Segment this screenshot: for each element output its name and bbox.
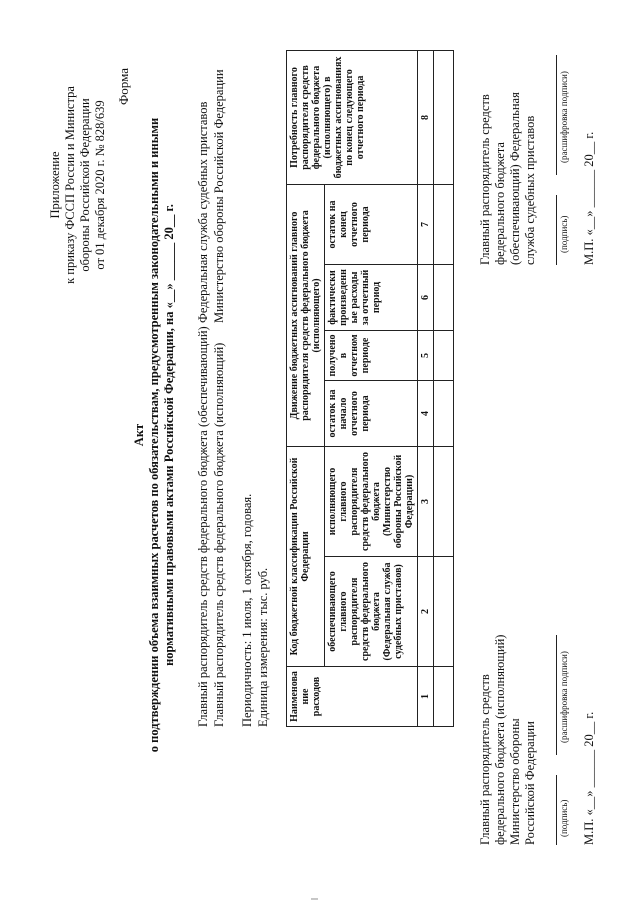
data-cell: [434, 381, 454, 447]
signature-line-sign: [556, 195, 557, 265]
participant-label: Главный распорядитель средств федерального бюджета (обеспечивающий): [196, 326, 210, 727]
signature-line: федерального бюджета (исполняющий): [493, 634, 507, 845]
form-label: Форма: [116, 68, 131, 105]
decode-caption: (расшифровка подписи): [559, 71, 569, 163]
column-number: 7: [418, 184, 434, 264]
data-cell: [434, 331, 454, 381]
header-kbk-executor: исполняющего главного распорядителя средств федерального бюджета (Министерство обороны Российской Федерации): [325, 447, 418, 557]
column-number: 3: [418, 447, 434, 557]
title-line: нормативными правовыми актами Российской Федерации, на «__» ______ 20__ г.: [162, 204, 176, 666]
signature-left-title: [478, 625, 538, 845]
signature-line: Министерство обороны: [508, 718, 522, 845]
participant-value: Министерство обороны Российской Федерации: [212, 69, 226, 323]
header-balance-start: остаток на начало отчетного периода: [325, 381, 418, 447]
appendix-block: [48, 40, 108, 330]
signature-line: федерального бюджета: [493, 142, 507, 265]
data-cell: [434, 557, 454, 667]
title-line: Акт: [132, 423, 146, 447]
signature-line: Главный распорядитель средств: [478, 94, 492, 265]
data-cell: [434, 184, 454, 264]
data-cell: [434, 667, 454, 727]
date-line: М.П. «__» ______ 20__ г.: [582, 711, 596, 845]
column-number: 6: [418, 265, 434, 331]
column-number: 2: [418, 557, 434, 667]
column-number: 1: [418, 667, 434, 727]
column-number: 8: [418, 50, 434, 184]
column-number: 4: [418, 381, 434, 447]
appendix-line: обороны Российской Федерации: [78, 98, 92, 272]
header-need: Потребность главного распорядителя средств федерального бюджета (исполняющего) в бюджетных ассигнованиях по конец следующего отчетного периода: [287, 50, 418, 184]
header-kbk: Код бюджетной классификации Российской Федерации: [287, 447, 325, 667]
act-title: [132, 115, 177, 755]
signature-line: Главный распорядитель средств: [478, 674, 492, 845]
signature-line-decode: [556, 635, 557, 755]
column-number: 5: [418, 331, 434, 381]
data-cell: [434, 50, 454, 184]
sign-caption: (подпись): [559, 215, 569, 253]
unit: Единица измерения: тыс. руб.: [256, 567, 270, 727]
appendix-line: Приложение: [48, 151, 62, 219]
header-received: получено в отчетном периоде: [325, 331, 418, 381]
edge-mark: ǀ: [310, 897, 321, 900]
appendix-line: к приказу ФССП России и Министра: [63, 86, 77, 284]
data-cell: [434, 447, 454, 557]
decode-caption: (расшифровка подписи): [559, 651, 569, 743]
date-line: М.П. «__» ______ 20__ г.: [582, 131, 596, 265]
header-movement: Движение бюджетных ассигнований главного распорядителя средств федерального бюджета (исполняющего): [287, 184, 325, 446]
header-balance-end: остаток на конец отчетного периода: [325, 184, 418, 264]
signature-line: служба судебных приставов: [523, 115, 537, 265]
title-line: о подтверждении объема взаимных расчетов по обязательствам, предусмотренным законодательными и иными: [147, 117, 161, 753]
header-expenses: фактически произведенные расходы за отчетный период: [325, 265, 418, 331]
signature-line-sign: [556, 775, 557, 845]
participant-value: Федеральная служба судебных приставов: [196, 101, 210, 323]
signature-right-title: [478, 45, 538, 265]
data-cell: [434, 265, 454, 331]
header-kbk-provider: обеспечивающего главного распорядителя средств федерального бюджета (Федеральная служба судебных приставов): [325, 557, 418, 667]
signature-line: (обеспечивающий) Федеральная: [508, 92, 522, 265]
signature-line: Российской Федерации: [523, 721, 537, 845]
report-table: [286, 51, 454, 727]
appendix-line: от 01 декабря 2020 г. № 828/639: [93, 100, 107, 270]
sign-caption: (подпись): [559, 799, 569, 837]
header-name: Наименование расходов: [287, 667, 418, 727]
participant-label: Главный распорядитель средств федерального бюджета (исполняющий): [212, 342, 226, 727]
periodicity: Периодичность: 1 июля, 1 октября, годовая.: [240, 493, 254, 727]
signature-line-decode: [556, 55, 557, 175]
